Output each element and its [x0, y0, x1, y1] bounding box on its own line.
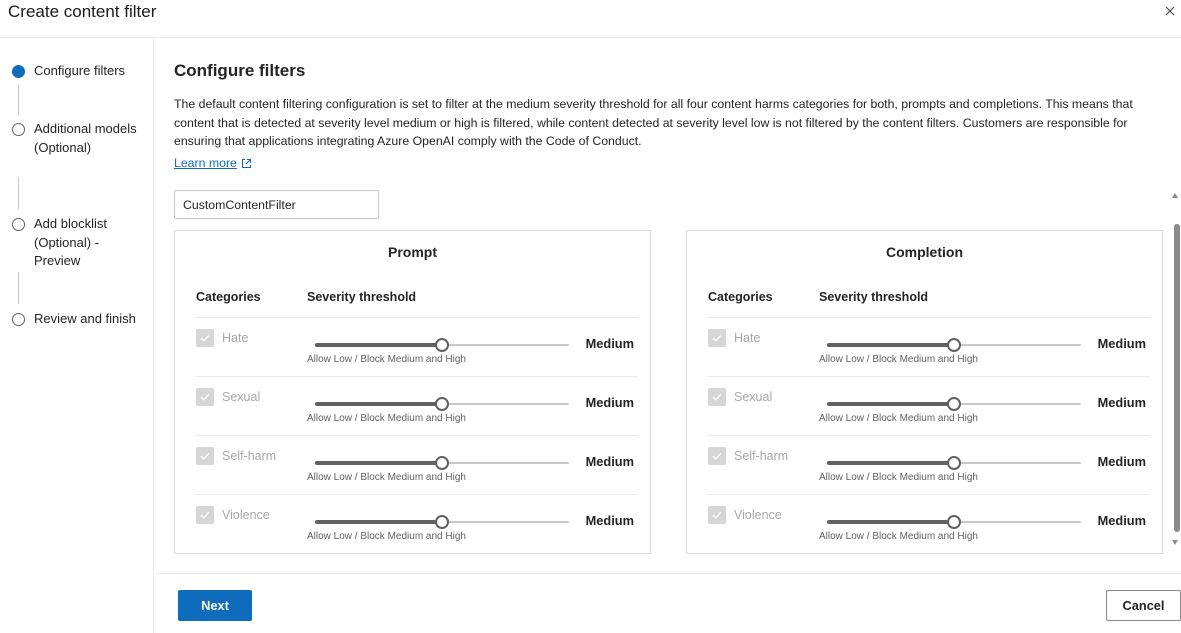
severity-slider[interactable] [315, 337, 569, 353]
severity-slider[interactable] [315, 396, 569, 412]
category-row-sexual [687, 377, 1162, 436]
checkmark-icon [712, 511, 722, 519]
step-active-icon [12, 65, 25, 78]
category-label: Hate [734, 331, 761, 345]
category-checkbox[interactable] [708, 447, 726, 465]
category-label: Sexual [222, 390, 261, 404]
step-connector [18, 85, 19, 115]
category-checkbox[interactable] [196, 506, 214, 524]
severity-level: Medium [1097, 395, 1146, 410]
panel-title: Completion [886, 244, 963, 260]
completion-panel [686, 230, 1163, 554]
filter-name-input[interactable] [174, 190, 379, 219]
severity-level: Medium [1097, 336, 1146, 351]
slider-fill [827, 402, 954, 406]
slider-fill [827, 520, 954, 524]
severity-level: Medium [1097, 454, 1146, 469]
slider-thumb[interactable] [435, 397, 449, 411]
slider-fill [315, 461, 442, 465]
dialog-title: Create content filter [8, 2, 157, 21]
checkmark-icon [200, 334, 210, 342]
slider-fill [827, 343, 954, 347]
categories-header: Categories [196, 290, 261, 304]
step-label: Add blocklist (Optional) - Preview [34, 216, 107, 268]
slider-thumb[interactable] [435, 456, 449, 470]
category-row-hate [175, 318, 650, 377]
categories-header: Categories [708, 290, 773, 304]
scroll-down-icon[interactable] [1172, 540, 1178, 545]
severity-level: Medium [585, 395, 634, 410]
severity-slider[interactable] [827, 455, 1081, 471]
category-label: Hate [222, 331, 249, 345]
slider-caption: Allow Low / Block Medium and High [307, 531, 466, 542]
slider-thumb[interactable] [435, 515, 449, 529]
step-inactive-icon [12, 218, 25, 231]
scroll-thumb[interactable] [1174, 224, 1180, 532]
slider-caption: Allow Low / Block Medium and High [819, 354, 978, 365]
severity-header: Severity threshold [819, 290, 929, 304]
next-button[interactable]: Next [178, 590, 252, 621]
checkmark-icon [712, 334, 722, 342]
severity-slider[interactable] [827, 337, 1081, 353]
close-icon [1165, 6, 1175, 16]
severity-level: Medium [585, 454, 634, 469]
slider-thumb[interactable] [947, 338, 961, 352]
category-row-violence [687, 495, 1162, 554]
step-connector [18, 272, 19, 304]
vertical-scrollbar[interactable] [1170, 190, 1181, 548]
category-label: Self-harm [222, 449, 277, 463]
checkmark-icon [200, 393, 210, 401]
checkmark-icon [712, 452, 722, 460]
step-inactive-icon [12, 313, 25, 326]
step-inactive-icon [12, 123, 25, 136]
close-button[interactable] [1159, 0, 1181, 22]
severity-header: Severity threshold [307, 290, 417, 304]
description-text: The default content filtering configuration is set to filter at the medium severity threshold for all four content harms categories for both, prompts and completions. This means that content that is detected at severity level medium or high is filtered, while content detected at severity level low is not filtered by the content filters. Customers are responsible for ensuring that applications integrating Azure OpenAI comply with the Code of Conduct. [174, 97, 1133, 148]
category-label: Sexual [734, 390, 773, 404]
dialog-header [0, 0, 1181, 38]
category-checkbox[interactable] [708, 506, 726, 524]
learn-more-link[interactable] [174, 156, 252, 170]
step-connector [18, 177, 19, 209]
step-label: Additional models (Optional) [34, 121, 137, 155]
step-label: Review and finish [34, 311, 136, 326]
category-label: Violence [222, 508, 270, 522]
scroll-up-icon[interactable] [1172, 193, 1178, 198]
slider-thumb[interactable] [947, 397, 961, 411]
slider-caption: Allow Low / Block Medium and High [307, 472, 466, 483]
category-checkbox[interactable] [708, 329, 726, 347]
cancel-button[interactable]: Cancel [1106, 590, 1181, 621]
step-label: Configure filters [34, 63, 126, 78]
slider-fill [315, 343, 442, 347]
severity-level: Medium [585, 336, 634, 351]
severity-slider[interactable] [315, 455, 569, 471]
slider-fill [827, 461, 954, 465]
severity-slider[interactable] [315, 514, 569, 530]
slider-caption: Allow Low / Block Medium and High [819, 472, 978, 483]
slider-caption: Allow Low / Block Medium and High [819, 531, 978, 542]
slider-fill [315, 402, 442, 406]
page-title: Configure filters [174, 61, 306, 80]
category-row-hate [687, 318, 1162, 377]
severity-slider[interactable] [827, 514, 1081, 530]
slider-fill [315, 520, 442, 524]
category-row-self-harm [175, 436, 650, 495]
checkmark-icon [200, 511, 210, 519]
slider-caption: Allow Low / Block Medium and High [307, 354, 466, 365]
checkmark-icon [200, 452, 210, 460]
slider-caption: Allow Low / Block Medium and High [819, 413, 978, 424]
checkmark-icon [712, 393, 722, 401]
category-row-violence [175, 495, 650, 554]
severity-level: Medium [1097, 513, 1146, 528]
severity-level: Medium [585, 513, 634, 528]
external-link-icon [241, 158, 252, 169]
category-label: Violence [734, 508, 782, 522]
learn-more-label: Learn more [174, 156, 237, 170]
category-checkbox[interactable] [708, 388, 726, 406]
category-row-sexual [175, 377, 650, 436]
dialog-footer [154, 573, 1181, 633]
wizard-steps [0, 38, 154, 633]
prompt-panel [174, 230, 651, 554]
category-checkbox[interactable] [196, 447, 214, 465]
slider-thumb[interactable] [947, 456, 961, 470]
slider-thumb[interactable] [947, 515, 961, 529]
category-checkbox[interactable] [196, 388, 214, 406]
panel-title: Prompt [388, 244, 437, 260]
category-checkbox[interactable] [196, 329, 214, 347]
slider-thumb[interactable] [435, 338, 449, 352]
category-label: Self-harm [734, 449, 789, 463]
severity-slider[interactable] [827, 396, 1081, 412]
slider-caption: Allow Low / Block Medium and High [307, 413, 466, 424]
category-row-self-harm [687, 436, 1162, 495]
